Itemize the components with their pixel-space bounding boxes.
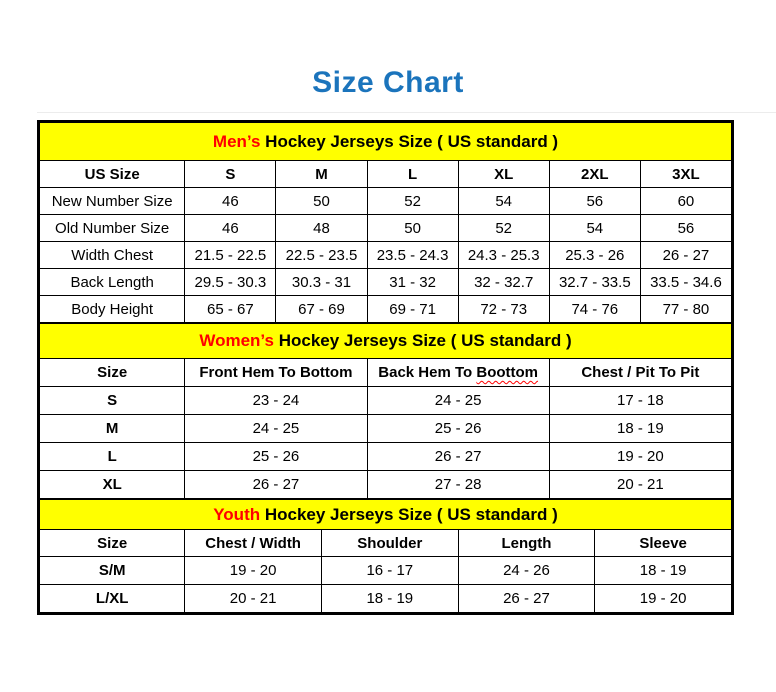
header-row xyxy=(40,161,732,188)
column-header: Front Hem To Bottom xyxy=(185,359,367,387)
section-band xyxy=(40,500,732,530)
value-cell: 24 - 26 xyxy=(458,557,595,585)
header-row xyxy=(40,530,732,557)
value-cell: 22.5 - 23.5 xyxy=(276,242,367,269)
row-label: XL xyxy=(40,471,185,499)
size-table-youth xyxy=(39,499,732,613)
value-cell: 32.7 - 33.5 xyxy=(549,269,640,296)
section-title xyxy=(40,324,732,359)
value-cell: 77 - 80 xyxy=(640,296,731,323)
header-row xyxy=(40,359,732,387)
value-cell: 27 - 28 xyxy=(367,471,549,499)
value-cell: 65 - 67 xyxy=(185,296,276,323)
column-header: M xyxy=(276,161,367,188)
value-cell: 52 xyxy=(367,188,458,215)
value-cell: 20 - 21 xyxy=(185,585,322,613)
section-title-accent: Youth xyxy=(213,504,261,524)
value-cell: 54 xyxy=(549,215,640,242)
value-cell: 25 - 26 xyxy=(367,415,549,443)
value-cell: 19 - 20 xyxy=(595,585,732,613)
column-header: Size xyxy=(40,530,185,557)
image-edge-divider xyxy=(37,112,776,113)
column-header: 2XL xyxy=(549,161,640,188)
value-cell: 56 xyxy=(640,215,731,242)
row-label: New Number Size xyxy=(40,188,185,215)
value-cell: 52 xyxy=(458,215,549,242)
table-row xyxy=(40,443,732,471)
value-cell: 25 - 26 xyxy=(185,443,367,471)
value-cell: 26 - 27 xyxy=(367,443,549,471)
section-title-text: Hockey Jerseys Size ( US standard ) xyxy=(260,131,559,151)
value-cell: 50 xyxy=(367,215,458,242)
section-band xyxy=(40,324,732,359)
column-header: Size xyxy=(40,359,185,387)
section-title-accent: Women’s xyxy=(199,331,274,350)
row-label: L/XL xyxy=(40,585,185,613)
table-row xyxy=(40,387,732,415)
value-cell: 23 - 24 xyxy=(185,387,367,415)
column-header: Sleeve xyxy=(595,530,732,557)
value-cell: 25.3 - 26 xyxy=(549,242,640,269)
value-cell: 24 - 25 xyxy=(185,415,367,443)
value-cell: 26 - 27 xyxy=(185,471,367,499)
value-cell: 24.3 - 25.3 xyxy=(458,242,549,269)
column-header: Chest / Width xyxy=(185,530,322,557)
section-title xyxy=(40,500,732,530)
misspelled-word: Boottom xyxy=(476,364,539,381)
value-cell: 21.5 - 22.5 xyxy=(185,242,276,269)
value-cell: 48 xyxy=(276,215,367,242)
table-row xyxy=(40,585,732,613)
section-title xyxy=(40,123,732,161)
column-header: Back Hem To Boottom xyxy=(367,359,549,387)
section-title-text: Hockey Jerseys Size ( US standard ) xyxy=(273,331,572,350)
column-header: L xyxy=(367,161,458,188)
size-table-women xyxy=(39,323,732,499)
value-cell: 26 - 27 xyxy=(458,585,595,613)
value-cell: 60 xyxy=(640,188,731,215)
table-row xyxy=(40,188,732,215)
value-cell: 54 xyxy=(458,188,549,215)
size-chart-tables xyxy=(37,120,734,615)
table-row xyxy=(40,415,732,443)
value-cell: 18 - 19 xyxy=(595,557,732,585)
value-cell: 26 - 27 xyxy=(640,242,731,269)
value-cell: 19 - 20 xyxy=(549,443,731,471)
value-cell: 30.3 - 31 xyxy=(276,269,367,296)
section-title-accent: Men’s xyxy=(212,131,261,151)
value-cell: 20 - 21 xyxy=(549,471,731,499)
value-cell: 56 xyxy=(549,188,640,215)
table-row xyxy=(40,215,732,242)
row-label: Old Number Size xyxy=(40,215,185,242)
row-label: M xyxy=(40,415,185,443)
row-label: Body Height xyxy=(40,296,185,323)
column-header: Length xyxy=(458,530,595,557)
value-cell: 17 - 18 xyxy=(549,387,731,415)
section-title-text: Hockey Jerseys Size ( US standard ) xyxy=(260,504,558,524)
value-cell: 31 - 32 xyxy=(367,269,458,296)
column-header: S xyxy=(185,161,276,188)
column-header: Chest / Pit To Pit xyxy=(549,359,731,387)
page-title: Size Chart xyxy=(312,66,464,99)
value-cell: 29.5 - 30.3 xyxy=(185,269,276,296)
value-cell: 32 - 32.7 xyxy=(458,269,549,296)
row-label: Back Length xyxy=(40,269,185,296)
size-table-men xyxy=(39,122,732,323)
column-header: US Size xyxy=(40,161,185,188)
row-label: S/M xyxy=(40,557,185,585)
value-cell: 18 - 19 xyxy=(321,585,458,613)
table-row xyxy=(40,296,732,323)
value-cell: 46 xyxy=(185,215,276,242)
table-row xyxy=(40,242,732,269)
value-cell: 16 - 17 xyxy=(321,557,458,585)
value-cell: 33.5 - 34.6 xyxy=(640,269,731,296)
value-cell: 69 - 71 xyxy=(367,296,458,323)
row-label: S xyxy=(40,387,185,415)
table-row xyxy=(40,269,732,296)
value-cell: 72 - 73 xyxy=(458,296,549,323)
column-header: 3XL xyxy=(640,161,731,188)
value-cell: 18 - 19 xyxy=(549,415,731,443)
column-header: XL xyxy=(458,161,549,188)
value-cell: 24 - 25 xyxy=(367,387,549,415)
column-header: Shoulder xyxy=(321,530,458,557)
value-cell: 67 - 69 xyxy=(276,296,367,323)
section-band xyxy=(40,123,732,161)
value-cell: 46 xyxy=(185,188,276,215)
table-row xyxy=(40,557,732,585)
value-cell: 23.5 - 24.3 xyxy=(367,242,458,269)
value-cell: 50 xyxy=(276,188,367,215)
row-label: L xyxy=(40,443,185,471)
row-label: Width Chest xyxy=(40,242,185,269)
value-cell: 74 - 76 xyxy=(549,296,640,323)
value-cell: 19 - 20 xyxy=(185,557,322,585)
table-row xyxy=(40,471,732,499)
